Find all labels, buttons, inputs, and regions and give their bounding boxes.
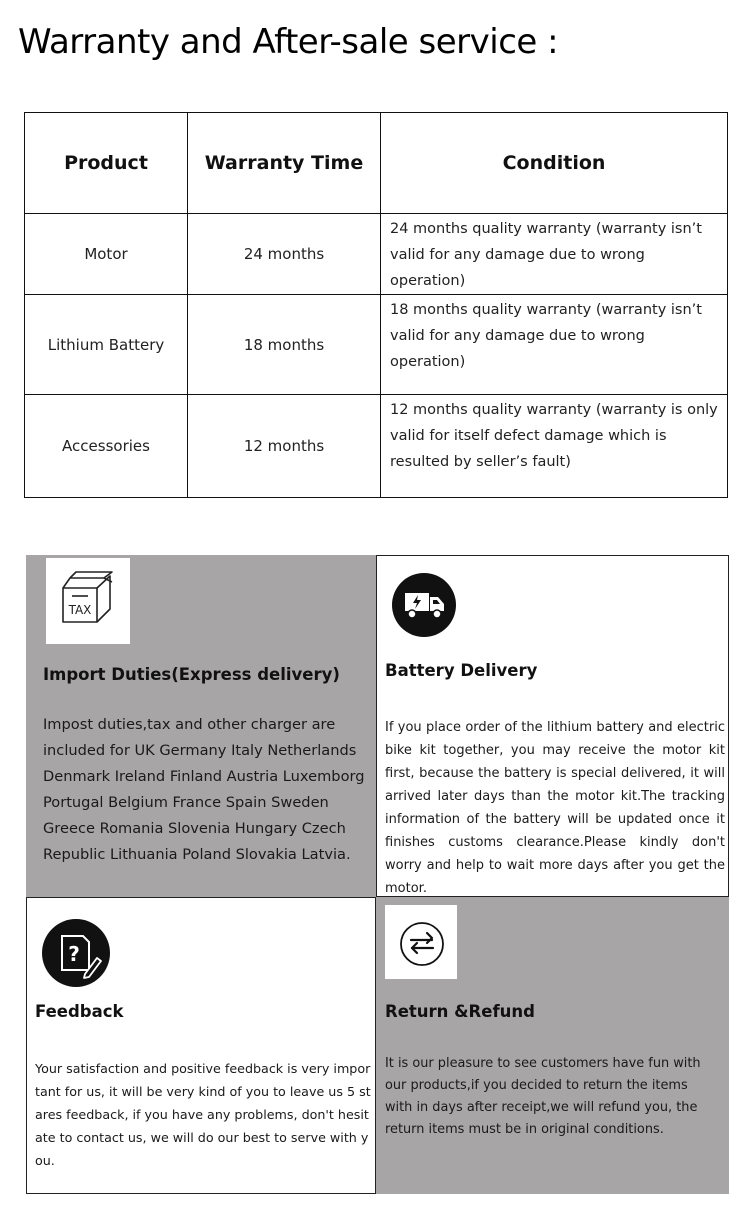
cell-time: 18 months (188, 295, 381, 395)
feedback-heading: Feedback (35, 1002, 124, 1021)
table-row (25, 395, 728, 498)
condition-text: 24 months quality warranty (warranty isn’t valid for any damage due to wrong operation) (390, 221, 702, 289)
import-duties-text: Impost duties,tax and other charger are included for UK Germany Italy Netherlands Denmark Ireland Finland Austria Luxemborg Portugal Belgium France Spain Sweden Greece Romania Slovenia Hungary Czech Republic Lithuania Poland Slovakia Latvia. (43, 716, 365, 863)
table-header-row (25, 113, 728, 214)
cell-condition (381, 295, 728, 395)
cell-product: Accessories (25, 395, 188, 498)
header-condition: Condition (381, 113, 728, 214)
table-row (25, 295, 728, 395)
battery-delivery-heading: Battery Delivery (385, 661, 538, 680)
cell-time: 24 months (188, 214, 381, 295)
tax-box-icon (46, 558, 130, 644)
battery-truck-icon (391, 572, 457, 642)
cell-condition (381, 395, 728, 498)
import-duties-panel (26, 555, 376, 897)
feedback-panel (26, 897, 376, 1194)
warranty-table (24, 112, 728, 498)
condition-text: 12 months quality warranty (warranty is only valid for itself defect damage which is resulted by seller’s fault) (390, 402, 718, 470)
tax-label: TAX (68, 603, 92, 617)
page-title: Warranty and After-sale service : (18, 22, 559, 62)
battery-delivery-text: If you place order of the lithium battery and electric bike kit together, you may receive the motor kit first, because the battery is special delivered, it will arrived later days than the motor kit.The tracking information of the battery will be updated once it finishes customs clearance.Please kindly don't worry and help to wait more days after you get the motor. (385, 720, 725, 896)
import-duties-heading: Import Duties(Express delivery) (43, 665, 340, 684)
cell-condition (381, 214, 728, 295)
exchange-arrows-icon (385, 905, 457, 979)
cell-product: Lithium Battery (25, 295, 188, 395)
header-product: Product (25, 113, 188, 214)
header-warranty-time: Warranty Time (188, 113, 381, 214)
feedback-question-icon (41, 918, 111, 992)
cell-time: 12 months (188, 395, 381, 498)
return-refund-heading: Return &Refund (385, 1002, 535, 1021)
condition-text: 18 months quality warranty (warranty isn’t valid for any damage due to wrong operation) (390, 302, 702, 370)
feedback-text: Your satisfaction and positive feedback is very important for us, it will be very kind of you to leave us 5 stares feedback, if you have any problems, don't hesitate to contact us, we will do our best to serve with you. (35, 1061, 371, 1168)
battery-delivery-panel (376, 555, 729, 897)
table-row (25, 214, 728, 295)
cell-product: Motor (25, 214, 188, 295)
return-refund-text: It is our pleasure to see customers have fun with our products,if you decided to return the items with in days after receipt,we will refund you, the return items must be in original conditions. (385, 1056, 701, 1137)
svg-text:?: ? (68, 942, 80, 966)
return-refund-panel (376, 897, 729, 1194)
